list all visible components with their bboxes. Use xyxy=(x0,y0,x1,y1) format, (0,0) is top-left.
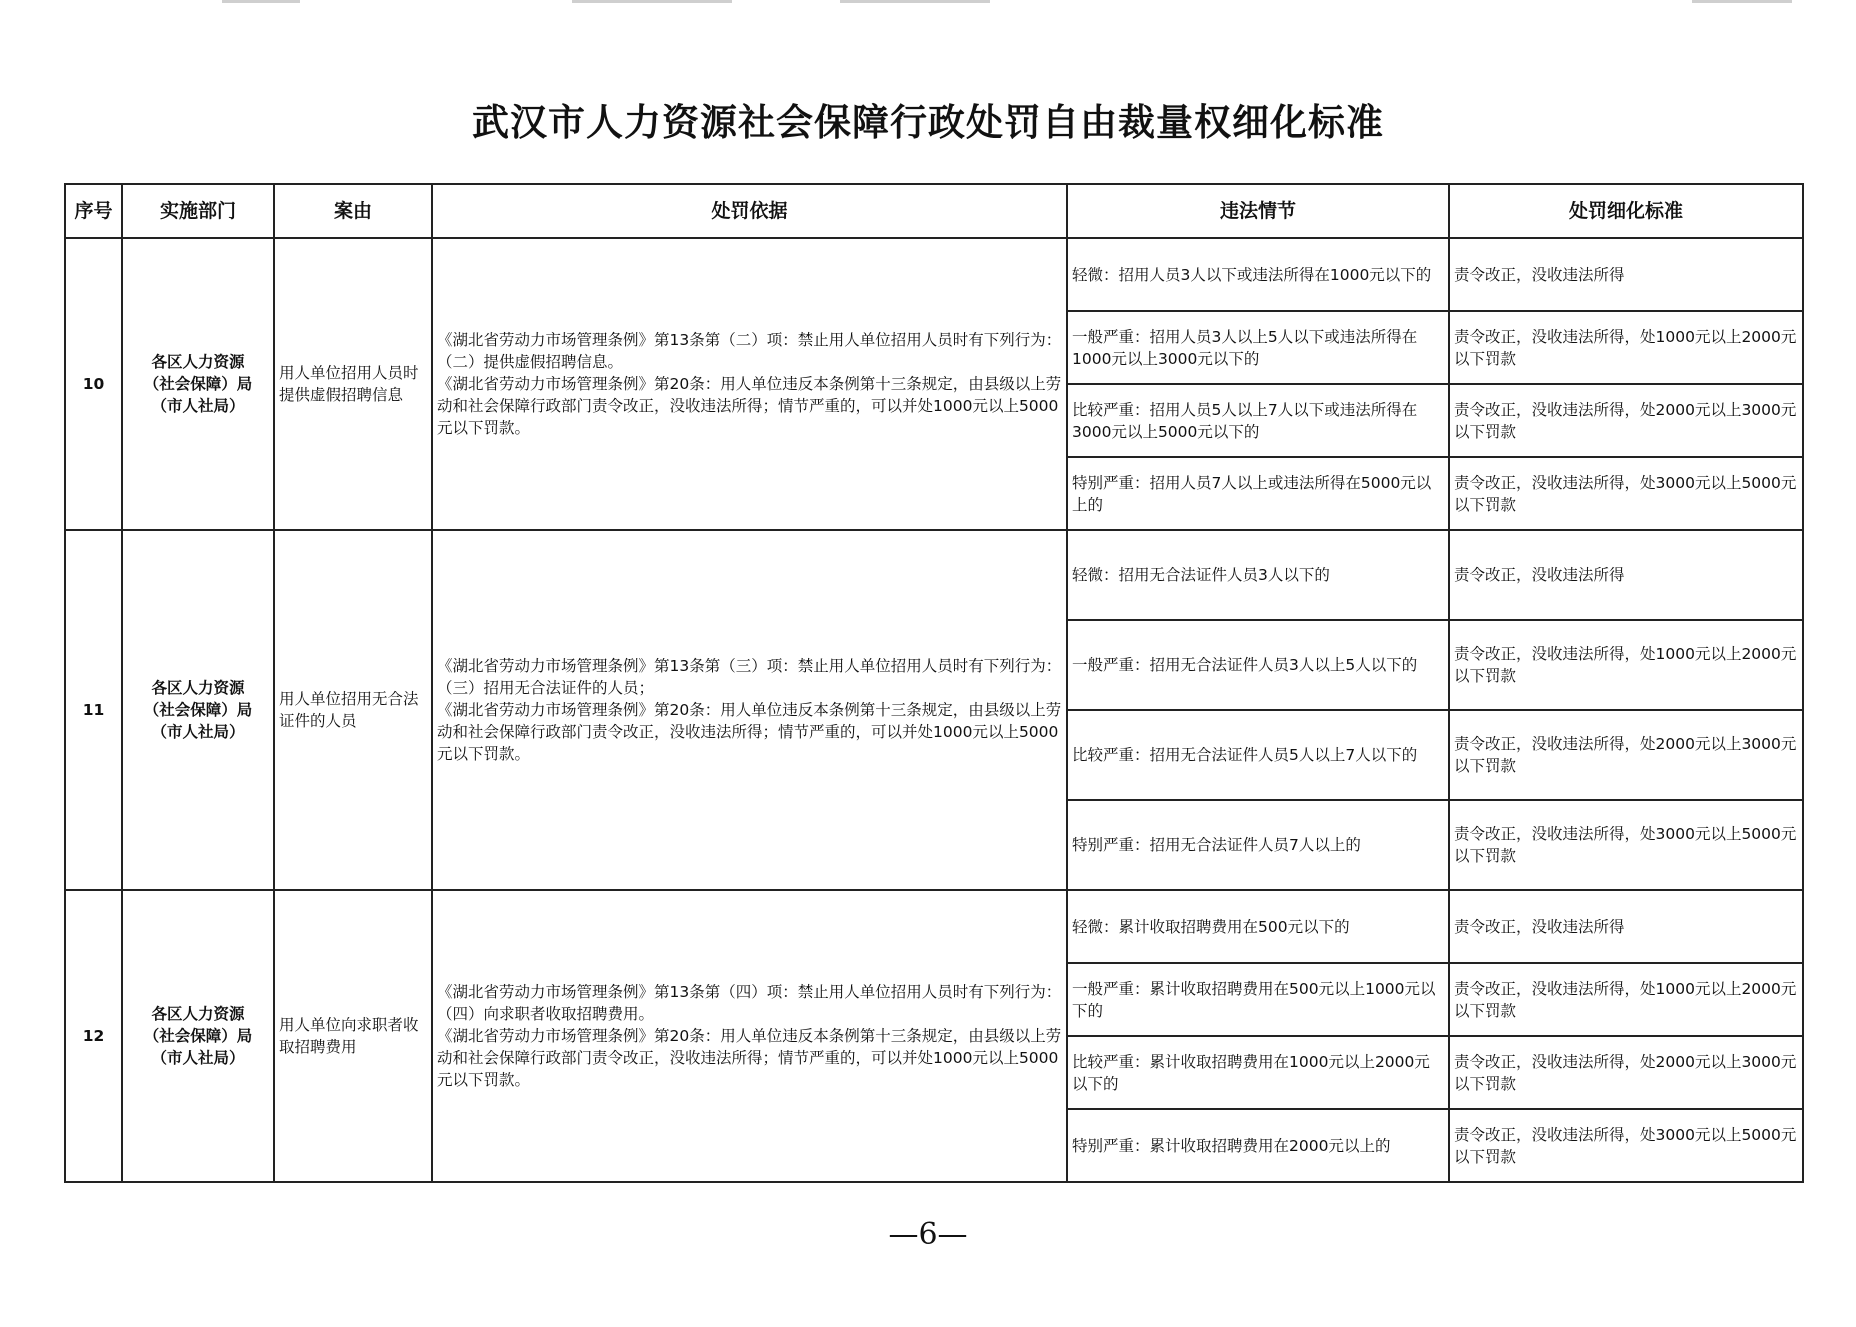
detail-cell: 一般严重：招用人员3人以上5人以下或违法所得在1000元以上3000元以下的 xyxy=(1067,311,1449,384)
standard-cell: 责令改正，没收违法所得 xyxy=(1449,530,1803,620)
dept-cell: 各区人力资源 （社会保障）局 （市人社局） xyxy=(122,890,274,1182)
detail-cell: 轻微：招用人员3人以下或违法所得在1000元以下的 xyxy=(1067,238,1449,311)
standard-cell: 责令改正，没收违法所得 xyxy=(1449,238,1803,311)
header-standard: 处罚细化标准 xyxy=(1449,184,1803,238)
standard-cell: 责令改正，没收违法所得 xyxy=(1449,890,1803,963)
row-number: 11 xyxy=(65,530,122,890)
case-cell: 用人单位招用人员时提供虚假招聘信息 xyxy=(274,238,432,530)
table-row xyxy=(65,238,1803,311)
standard-cell: 责令改正，没收违法所得，处3000元以上5000元以下罚款 xyxy=(1449,1109,1803,1182)
detail-cell: 轻微：招用无合法证件人员3人以下的 xyxy=(1067,530,1449,620)
detail-cell: 一般严重：招用无合法证件人员3人以上5人以下的 xyxy=(1067,620,1449,710)
header-details: 违法情节 xyxy=(1067,184,1449,238)
detail-cell: 比较严重：招用无合法证件人员5人以上7人以下的 xyxy=(1067,710,1449,800)
detail-cell: 轻微：累计收取招聘费用在500元以下的 xyxy=(1067,890,1449,963)
penalty-standards-table xyxy=(64,183,1804,1183)
standard-cell: 责令改正，没收违法所得，处2000元以上3000元以下罚款 xyxy=(1449,1036,1803,1109)
table-header-row xyxy=(65,184,1803,238)
dept-cell: 各区人力资源 （社会保障）局 （市人社局） xyxy=(122,238,274,530)
top-edge-marks xyxy=(0,0,1856,4)
basis-cell: 《湖北省劳动力市场管理条例》第13条第（三）项：禁止用人单位招用人员时有下列行为：（三）招用无合法证件的人员； 《湖北省劳动力市场管理条例》第20条：用人单位违反本条例第十三条规定，由县级以上劳动和社会保障行政部门责令改正，没收违法所得；情节严重的，可以并处1000元以上5000元以下罚款。 xyxy=(432,530,1067,890)
row-number: 10 xyxy=(65,238,122,530)
standard-cell: 责令改正，没收违法所得，处1000元以上2000元以下罚款 xyxy=(1449,963,1803,1036)
basis-cell: 《湖北省劳动力市场管理条例》第13条第（四）项：禁止用人单位招用人员时有下列行为：（四）向求职者收取招聘费用。 《湖北省劳动力市场管理条例》第20条：用人单位违反本条例第十三条规定，由县级以上劳动和社会保障行政部门责令改正，没收违法所得；情节严重的，可以并处1000元以上5000元以下罚款。 xyxy=(432,890,1067,1182)
detail-cell: 比较严重：累计收取招聘费用在1000元以上2000元以下的 xyxy=(1067,1036,1449,1109)
case-cell: 用人单位招用无合法证件的人员 xyxy=(274,530,432,890)
detail-cell: 特别严重：累计收取招聘费用在2000元以上的 xyxy=(1067,1109,1449,1182)
header-basis: 处罚依据 xyxy=(432,184,1067,238)
standard-cell: 责令改正，没收违法所得，处1000元以上2000元以下罚款 xyxy=(1449,311,1803,384)
header-no: 序号 xyxy=(65,184,122,238)
detail-cell: 特别严重：招用无合法证件人员7人以上的 xyxy=(1067,800,1449,890)
standard-cell: 责令改正，没收违法所得，处2000元以上3000元以下罚款 xyxy=(1449,384,1803,457)
basis-cell: 《湖北省劳动力市场管理条例》第13条第（二）项：禁止用人单位招用人员时有下列行为：（二）提供虚假招聘信息。 《湖北省劳动力市场管理条例》第20条：用人单位违反本条例第十三条规定，由县级以上劳动和社会保障行政部门责令改正，没收违法所得；情节严重的，可以并处1000元以上5000元以下罚款。 xyxy=(432,238,1067,530)
detail-cell: 一般严重：累计收取招聘费用在500元以上1000元以下的 xyxy=(1067,963,1449,1036)
table-row xyxy=(65,890,1803,963)
header-dept: 实施部门 xyxy=(122,184,274,238)
standard-cell: 责令改正，没收违法所得，处3000元以上5000元以下罚款 xyxy=(1449,457,1803,530)
header-case: 案由 xyxy=(274,184,432,238)
dept-cell: 各区人力资源 （社会保障）局 （市人社局） xyxy=(122,530,274,890)
document-title: 武汉市人力资源社会保障行政处罚自由裁量权细化标准 xyxy=(472,100,1384,144)
standard-cell: 责令改正，没收违法所得，处2000元以上3000元以下罚款 xyxy=(1449,710,1803,800)
row-number: 12 xyxy=(65,890,122,1182)
case-cell: 用人单位向求职者收取招聘费用 xyxy=(274,890,432,1182)
page-number: —6— xyxy=(888,1217,968,1252)
standard-cell: 责令改正，没收违法所得，处3000元以上5000元以下罚款 xyxy=(1449,800,1803,890)
table-row xyxy=(65,530,1803,620)
detail-cell: 特别严重：招用人员7人以上或违法所得在5000元以上的 xyxy=(1067,457,1449,530)
detail-cell: 比较严重：招用人员5人以上7人以下或违法所得在3000元以上5000元以下的 xyxy=(1067,384,1449,457)
standard-cell: 责令改正，没收违法所得，处1000元以上2000元以下罚款 xyxy=(1449,620,1803,710)
